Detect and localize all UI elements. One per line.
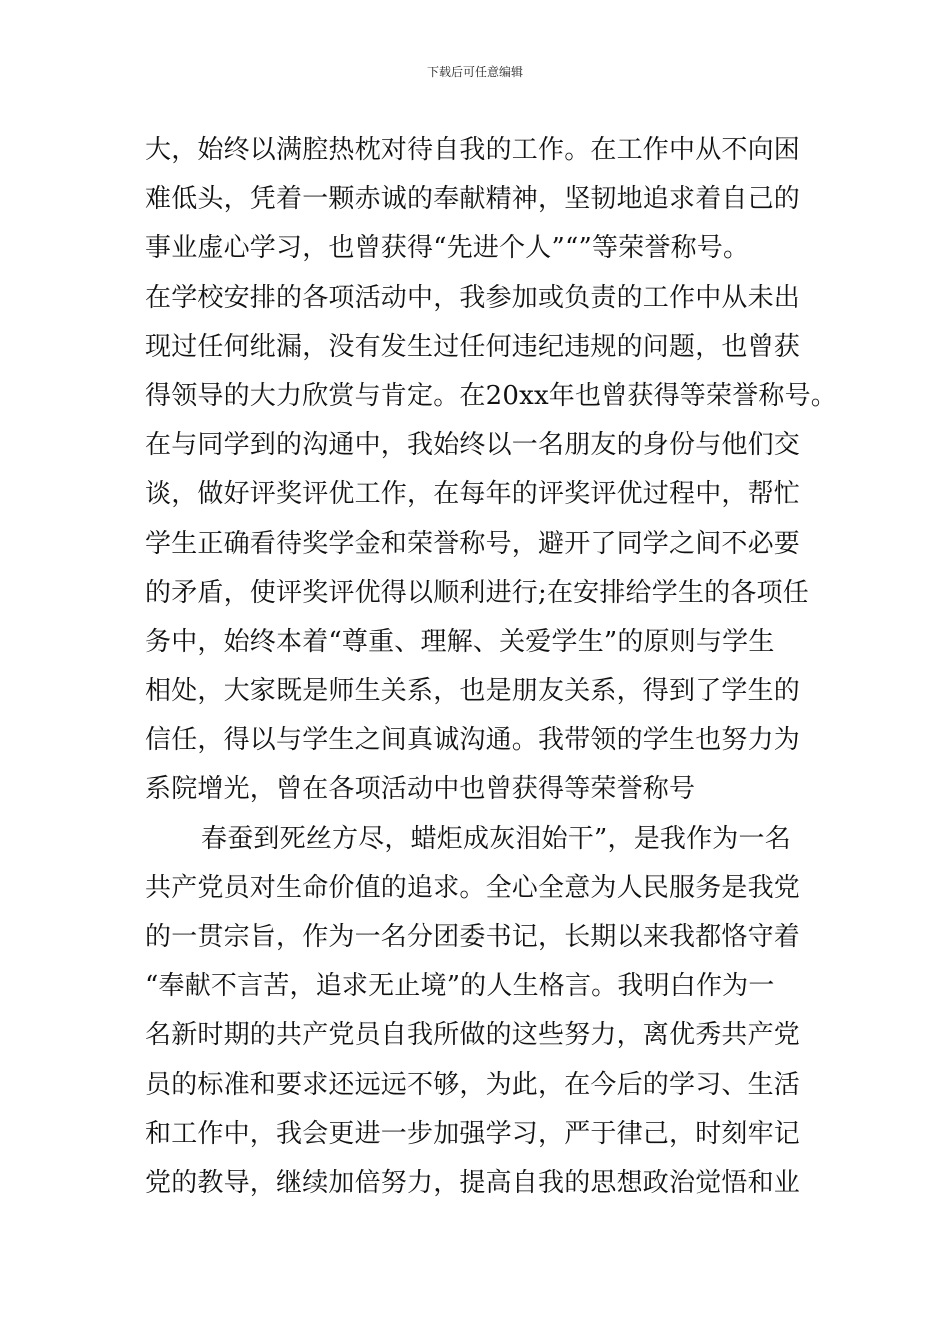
text-line: 员的标准和要求还远远不够，为此，在今后的学习、生活 bbox=[145, 1069, 801, 1100]
text-line: 现过任何纰漏，没有发生过任何违纪违规的问题，也曾获 bbox=[145, 331, 801, 362]
body-text bbox=[145, 126, 838, 1208]
text-line: 大，始终以满腔热枕对待自我的工作。在工作中从不向困 bbox=[145, 135, 801, 165]
text-line: 难低头，凭着一颗赤诚的奉献精神，坚韧地追求着自己的 bbox=[145, 184, 801, 215]
text-line: 的矛盾，使评奖评优得以顺利进行;在安排给学生的各项任 bbox=[145, 577, 809, 608]
paragraph-first-line: 春蚕到死丝方尽，蜡炬成灰泪始干”，是我作为一名 bbox=[201, 823, 791, 854]
text-line: 系院增光，曾在各项活动中也曾获得等荣誉称号 bbox=[145, 774, 696, 805]
text-line: 名新时期的共产党员自我所做的这些努力，离优秀共产党 bbox=[145, 1020, 801, 1051]
page-header: 下载后可任意编辑 bbox=[426, 65, 523, 79]
text-line: 务中，始终本着“尊重、理解、关爱学生”的原则与学生 bbox=[145, 626, 775, 657]
text-line: 和工作中，我会更进一步加强学习，严于律己，时刻牢记 bbox=[145, 1118, 801, 1149]
text-line: 在学校安排的各项活动中，我参加或负责的工作中从未出 bbox=[145, 282, 801, 313]
text-line: 信任，得以与学生之间真诚沟通。我带领的学生也努力为 bbox=[145, 725, 801, 756]
text-line: 学生正确看待奖学金和荣誉称号，避开了同学之间不必要 bbox=[145, 528, 801, 559]
text-line: 得领导的大力欣赏与肯定。在20xx年也曾获得等荣誉称号。 bbox=[145, 380, 838, 411]
text-line: 的一贯宗旨，作为一名分团委书记，长期以来我都恪守着 bbox=[145, 922, 801, 952]
text-line: 事业虚心学习，也曾获得“先进个人”“”等荣誉称号。 bbox=[145, 233, 750, 264]
text-line: 在与同学到的沟通中，我始终以一名朋友的身份与他们交 bbox=[145, 430, 801, 461]
text-line: 相处，大家既是师生关系，也是朋友关系，得到了学生的 bbox=[145, 676, 801, 707]
text-line: 共产党员对生命价值的追求。全心全意为人民服务是我党 bbox=[145, 872, 801, 903]
text-line: “奉献不言苦，追求无止境”的人生格言。我明白作为一 bbox=[145, 971, 775, 1002]
text-line: 谈，做好评奖评优工作，在每年的评奖评优过程中，帮忙 bbox=[145, 479, 801, 510]
text-line: 党的教导，继续加倍努力，提高自我的思想政治觉悟和业 bbox=[145, 1167, 801, 1198]
